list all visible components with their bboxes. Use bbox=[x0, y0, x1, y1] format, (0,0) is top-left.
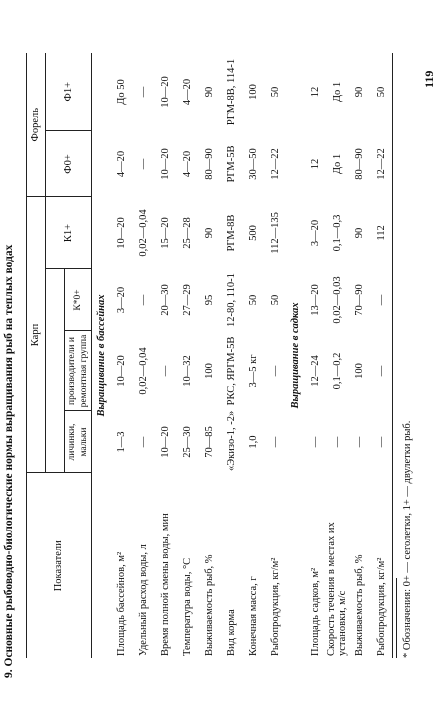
header-col-k1: К1+ bbox=[46, 197, 92, 269]
table-cell: — bbox=[137, 294, 149, 306]
table-cell: 100 bbox=[247, 84, 259, 100]
table-cell: — bbox=[269, 436, 281, 448]
row-label: Время полной смены воды, мин bbox=[159, 513, 171, 656]
table-cell: 3—20 bbox=[115, 286, 127, 314]
section-pools: Выращивание в бассейнах bbox=[95, 294, 107, 417]
table-cell: 12-80, 110-1 bbox=[225, 273, 237, 327]
row-label: Скорость течения в местах их установки, м/с bbox=[326, 522, 348, 656]
row-label: Площадь бассейнов, м² bbox=[115, 551, 127, 656]
table-cell: РГМ-5В bbox=[225, 145, 237, 183]
table-cell: 10—20 bbox=[115, 217, 127, 249]
table-cell: — bbox=[159, 365, 171, 377]
table-cell: 95 bbox=[203, 294, 215, 306]
table-row bbox=[264, 53, 286, 658]
table-cell: «Экизо-1, -2» bbox=[225, 410, 237, 471]
table-row bbox=[132, 53, 154, 658]
section-cages: Выращивание в садках bbox=[289, 302, 301, 409]
table-cell: 10—20 bbox=[159, 76, 171, 108]
table-cell: — bbox=[331, 436, 343, 448]
table-cell: 30—50 bbox=[247, 148, 259, 180]
row-label: Удельный расход воды, л bbox=[137, 544, 149, 656]
table-row bbox=[154, 53, 176, 658]
header-trout: Форель bbox=[27, 53, 46, 197]
row-label: Вид корма bbox=[225, 609, 237, 656]
header-carp: Карп bbox=[27, 197, 46, 473]
table-cell: 25—28 bbox=[181, 217, 193, 249]
table-cell: — bbox=[370, 269, 393, 331]
table-row bbox=[242, 53, 264, 658]
table-cell: 4—20 bbox=[181, 78, 193, 106]
table-cell: 0,1—0,3 bbox=[331, 214, 343, 252]
table-cell: — bbox=[309, 436, 321, 448]
table-cell: — bbox=[269, 365, 281, 377]
footnote: * Обозначения: 0+ — сеголетки, 1+ — двулетки рыб. bbox=[402, 420, 413, 658]
table-cell: 100 bbox=[203, 363, 215, 379]
table-row bbox=[198, 53, 220, 658]
table-cell: — bbox=[137, 436, 149, 448]
table-cell: 3—20 bbox=[309, 219, 321, 247]
table-cell: 1,0 bbox=[247, 435, 259, 449]
table-row bbox=[370, 53, 393, 658]
table-cell: 1—3 bbox=[115, 431, 127, 453]
table-cell: 70—90 bbox=[353, 284, 365, 316]
table-cell: 0,02—0,04 bbox=[137, 347, 149, 395]
table-cell: 0,02—0,03 bbox=[331, 276, 343, 324]
table-row bbox=[220, 53, 242, 658]
table-cell: 20—30 bbox=[159, 284, 171, 316]
table-cell: 80—90 bbox=[353, 148, 365, 180]
header-col-larvae: личинки, мальки bbox=[65, 411, 92, 473]
table-cell: 27—29 bbox=[181, 284, 193, 316]
row-label: Рыбопродукция, кг/м² bbox=[269, 557, 281, 656]
header-col-f0: Ф0+ bbox=[46, 131, 92, 197]
table-cell: 3—5 кг bbox=[247, 354, 259, 388]
row-label: Конечная масса, г bbox=[247, 576, 259, 656]
table-cell: 15—20 bbox=[159, 217, 171, 249]
table-cell: — bbox=[353, 436, 365, 448]
table-row bbox=[304, 53, 326, 658]
table-cell: 70—85 bbox=[203, 426, 215, 458]
table-cell: 10—20 bbox=[159, 148, 171, 180]
table-cell: До 50 bbox=[115, 79, 127, 105]
table-cell: 12—24 bbox=[309, 355, 321, 387]
table-cell: РКС, ЯРГМ-5В bbox=[225, 336, 237, 406]
header-col-k0: К*0+ bbox=[65, 269, 92, 331]
table-cell: 0,02—0,04 bbox=[137, 209, 149, 257]
table-cell: 50 bbox=[269, 86, 281, 98]
table-cell: 12 bbox=[309, 158, 321, 170]
table-cell: РГМ-8В, 114-1 bbox=[225, 58, 237, 126]
table-cell: 90 bbox=[353, 86, 365, 98]
table-cell: 12—22 bbox=[370, 131, 393, 197]
row-label: Выживаемость рыб, % bbox=[203, 554, 215, 656]
table-cell: 112 bbox=[370, 197, 393, 269]
table-cell: До 1 bbox=[331, 81, 343, 103]
table-cell: 50 bbox=[269, 294, 281, 306]
table-cell: 90 bbox=[203, 227, 215, 239]
row-label: Выживаемость рыб, % bbox=[353, 554, 365, 656]
table-title: 9. Основные рыбоводно-биологические нормы выращивания рыб на теплых водах bbox=[3, 244, 15, 678]
table-cell: 100 bbox=[353, 363, 365, 379]
norms-table bbox=[26, 53, 393, 658]
table-cell: До 1 bbox=[331, 153, 343, 175]
table-row bbox=[326, 53, 348, 658]
table-cell: 10—20 bbox=[115, 355, 127, 387]
table-cell: 10—32 bbox=[181, 355, 193, 387]
table-cell: — bbox=[370, 331, 393, 411]
table-cell: 50 bbox=[370, 53, 393, 131]
table-cell: 25—30 bbox=[181, 426, 193, 458]
row-label: Площадь садков, м² bbox=[309, 567, 321, 656]
footnote-rule bbox=[396, 578, 397, 658]
table-row bbox=[176, 53, 198, 658]
table-cell: 12 bbox=[309, 86, 321, 98]
header-carp-sub bbox=[46, 269, 65, 473]
table-cell: 0,1—0,2 bbox=[331, 352, 343, 390]
table-cell: РГМ-8В bbox=[225, 214, 237, 252]
table-row bbox=[110, 53, 132, 658]
table-cell: 90 bbox=[203, 86, 215, 98]
table-cell: — bbox=[370, 411, 393, 473]
table-cell: 10—20 bbox=[159, 426, 171, 458]
row-label: Температура воды, °С bbox=[181, 557, 193, 656]
row-label: Рыбопродукция, кг/м² bbox=[370, 473, 393, 658]
header-indicator: Показатели bbox=[27, 473, 92, 658]
table-cell: — bbox=[137, 158, 149, 170]
table-cell: 4—20 bbox=[115, 150, 127, 178]
table-cell: 90 bbox=[353, 227, 365, 239]
table-cell: 50 bbox=[247, 294, 259, 306]
table-row bbox=[348, 53, 370, 658]
page-number: 119 bbox=[422, 70, 436, 88]
table-cell: 112—135 bbox=[269, 212, 281, 254]
header-col-broodstock: производители и ремонтная группа bbox=[65, 331, 92, 411]
table-cell: 500 bbox=[247, 225, 259, 241]
table-cell: 4—20 bbox=[181, 150, 193, 178]
table-cell: 80—90 bbox=[203, 148, 215, 180]
table-cell: 12—22 bbox=[269, 148, 281, 180]
table-cell: 13—20 bbox=[309, 284, 321, 316]
table-cell: — bbox=[137, 86, 149, 98]
header-col-f1: Ф1+ bbox=[46, 53, 92, 131]
